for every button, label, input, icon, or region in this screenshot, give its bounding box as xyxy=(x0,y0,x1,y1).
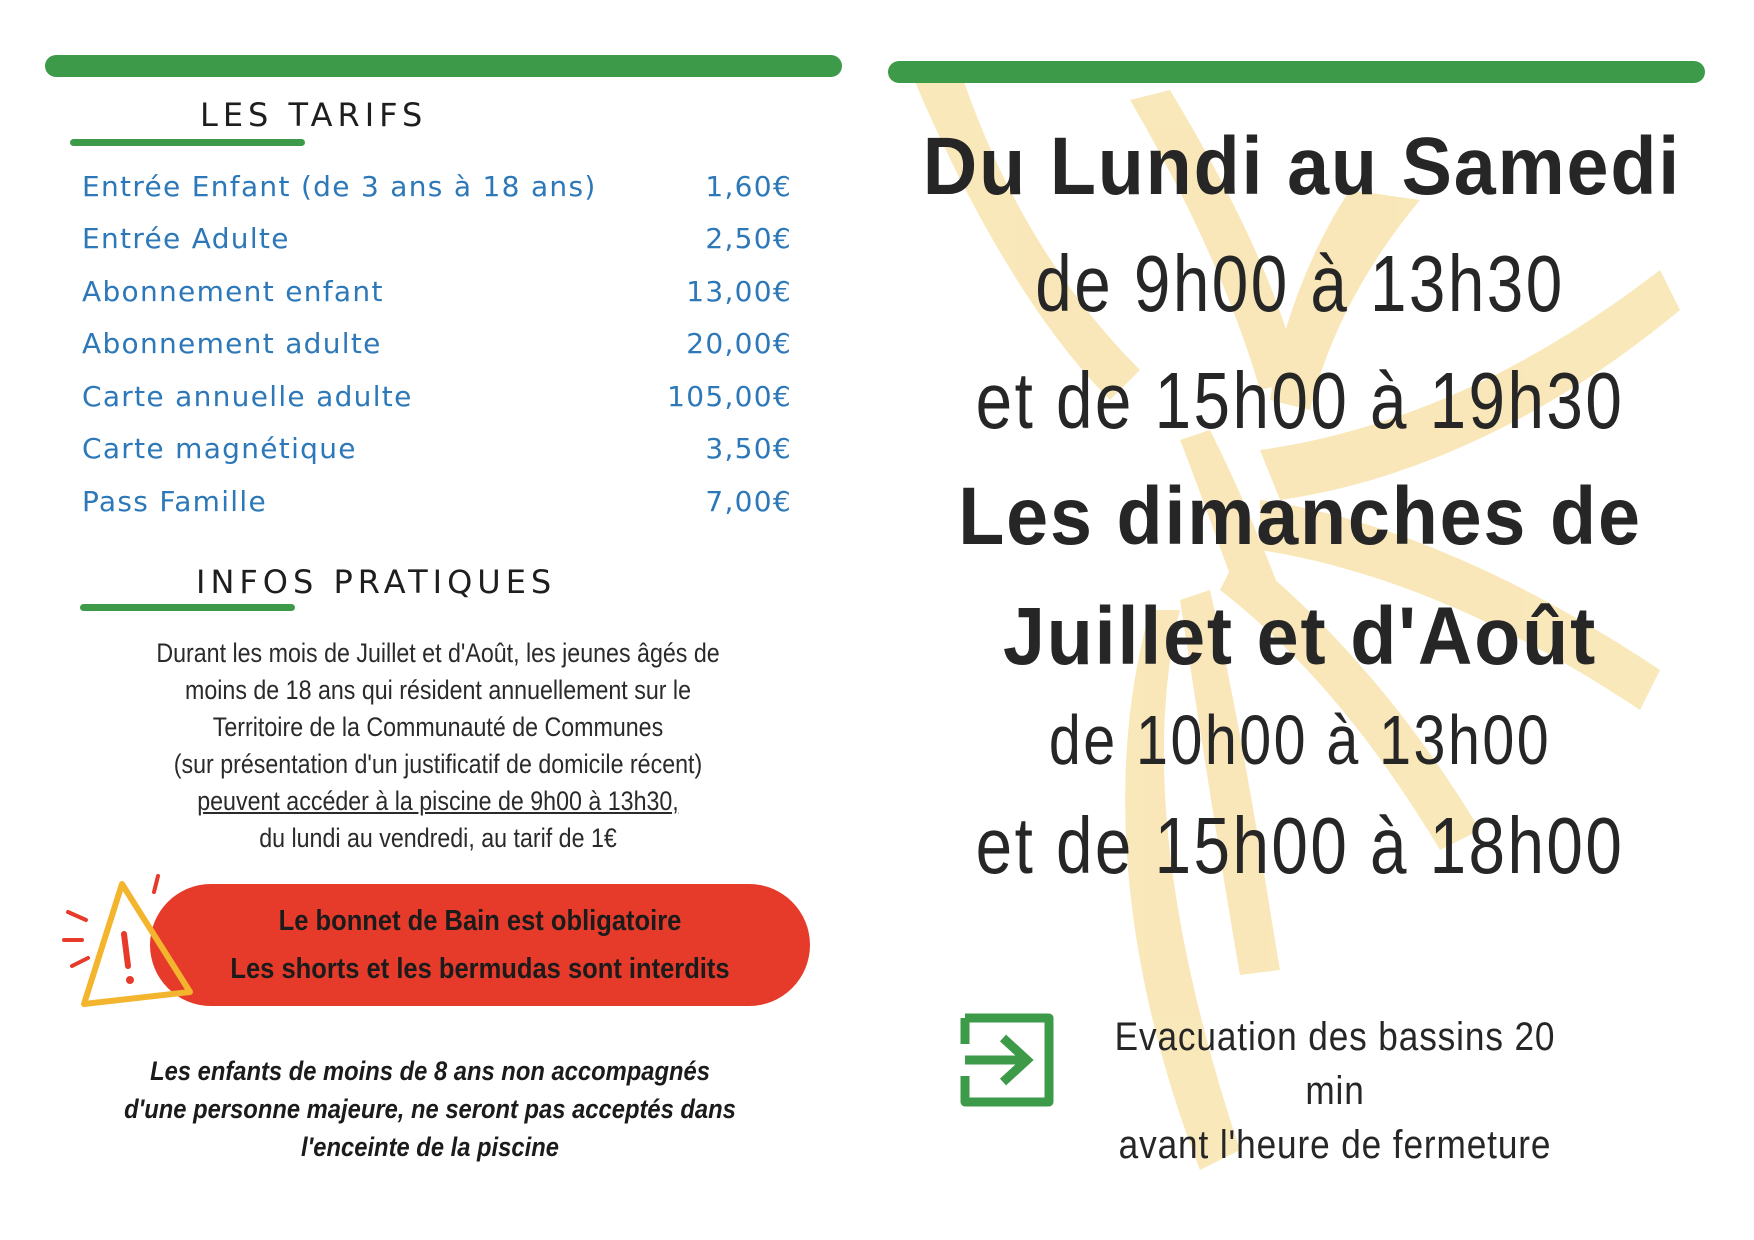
tariff-price: 20,00€ xyxy=(686,327,792,361)
alert-text xyxy=(190,897,771,993)
sunday-title-line1: Les dimanches de xyxy=(958,471,1642,562)
tariff-price: 3,50€ xyxy=(705,432,792,466)
children-note-line: d'une personne majeure, ne seront pas acceptés dans xyxy=(124,1094,736,1124)
infos-line-underlined: peuvent accéder à la piscine de 9h00 à 13h30, xyxy=(197,786,679,816)
tarifs-heading: LES TARIFS xyxy=(200,96,428,134)
tariff-price: 7,00€ xyxy=(705,484,792,518)
warning-triangle-icon xyxy=(62,872,202,1012)
tariff-row xyxy=(82,370,792,423)
tariff-label: Carte magnétique xyxy=(82,432,357,466)
right-top-bar xyxy=(888,61,1705,83)
tariff-list xyxy=(82,160,792,528)
tariff-price: 105,00€ xyxy=(667,379,792,413)
exit-arrow-icon xyxy=(957,1010,1057,1110)
infos-line: du lundi au vendredi, au tarif de 1€ xyxy=(259,823,617,853)
tariff-price: 13,00€ xyxy=(686,274,792,308)
infos-line: moins de 18 ans qui résident annuellement sur le xyxy=(184,675,691,705)
tariff-price: 1,60€ xyxy=(705,169,792,203)
tariff-row xyxy=(82,160,792,213)
alert-line-cap: Le bonnet de Bain est obligatoire xyxy=(278,905,682,937)
left-top-bar xyxy=(45,55,842,77)
tarifs-underline xyxy=(70,139,305,146)
sunday-morning-hours: de 10h00 à 13h00 xyxy=(1048,701,1552,779)
tariff-label: Entrée Enfant (de 3 ans à 18 ans) xyxy=(82,169,597,203)
tariff-label: Entrée Adulte xyxy=(82,222,290,256)
alert-line-shorts: Les shorts et les bermudas sont interdits xyxy=(230,953,730,985)
infos-text xyxy=(128,635,747,857)
tariff-row xyxy=(82,265,792,318)
weekday-afternoon-hours: et de 15h00 à 19h30 xyxy=(975,356,1625,445)
infos-underline xyxy=(80,604,295,611)
infos-line: Durant les mois de Juillet et d'Août, les jeunes âgés de xyxy=(156,638,720,668)
tariff-row xyxy=(82,475,792,528)
children-note-line: Les enfants de moins de 8 ans non accompagnés xyxy=(150,1056,710,1086)
tariff-row xyxy=(82,423,792,476)
weekday-title: Du Lundi au Samedi xyxy=(922,121,1682,212)
evacuation-notice xyxy=(1089,1010,1582,1172)
tariff-row xyxy=(82,318,792,371)
sunday-title-line2: Juillet et d'Août xyxy=(1002,591,1598,682)
evacuation-line: Evacuation des bassins 20 min xyxy=(1114,1015,1556,1113)
infos-heading: INFOS PRATIQUES xyxy=(196,563,557,601)
infos-line: Territoire de la Communauté de Communes xyxy=(212,712,664,742)
weekday-morning-hours: de 9h00 à 13h30 xyxy=(1035,239,1565,328)
tariff-label: Abonnement enfant xyxy=(82,274,384,308)
sunday-afternoon-hours: et de 15h00 à 18h00 xyxy=(975,801,1625,890)
children-note-line: l'enceinte de la piscine xyxy=(301,1132,559,1162)
infos-line: (sur présentation d'un justificatif de domicile récent) xyxy=(173,749,703,779)
tariff-label: Abonnement adulte xyxy=(82,327,382,361)
tariff-row xyxy=(82,213,792,266)
tariff-price: 2,50€ xyxy=(705,222,792,256)
evacuation-line: avant l'heure de fermeture xyxy=(1118,1123,1552,1167)
tariff-label: Carte annuelle adulte xyxy=(82,379,413,413)
tariff-label: Pass Famille xyxy=(82,484,267,518)
children-note xyxy=(104,1052,755,1166)
